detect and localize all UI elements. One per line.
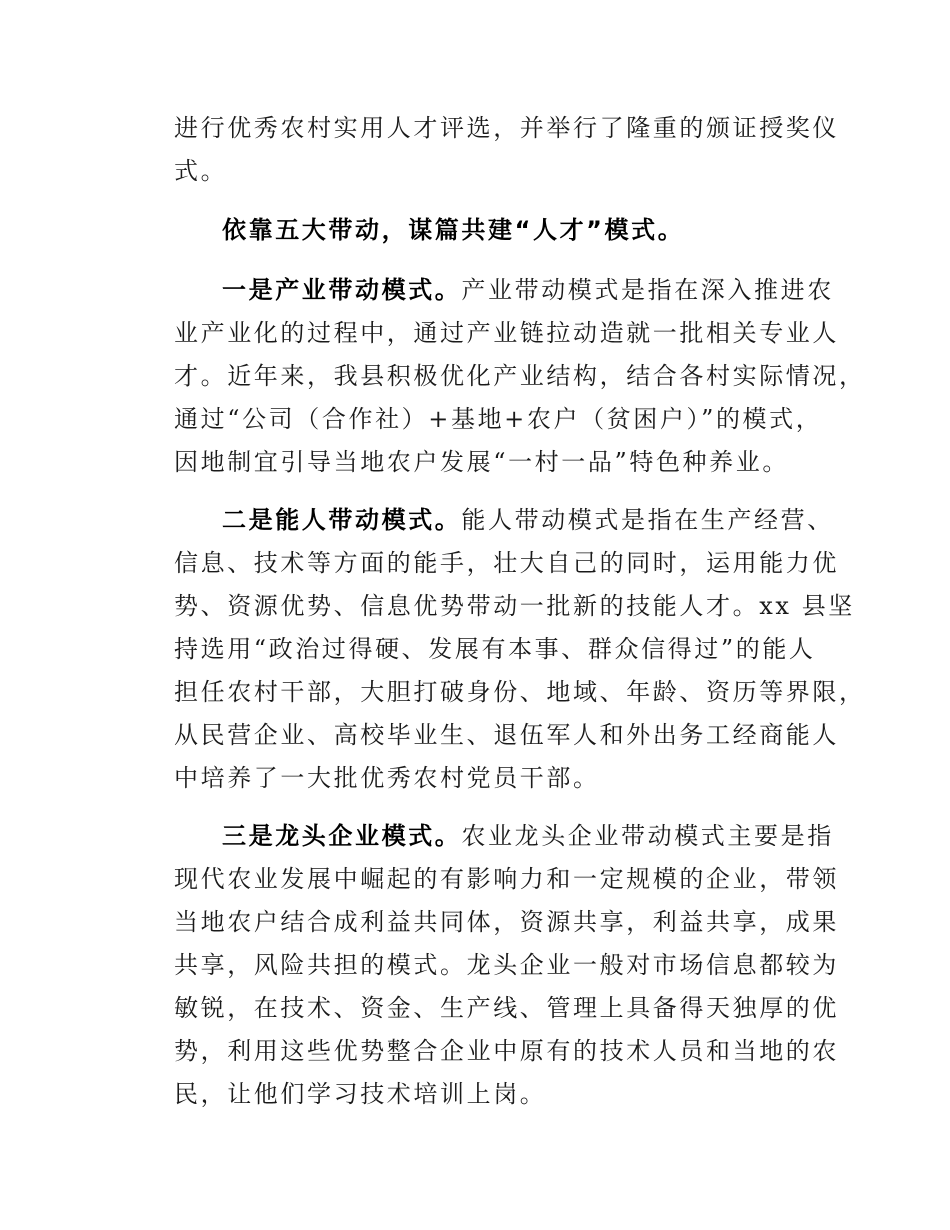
para1-line: 因地制宜引导当地农户发展“一村一品”特色种养业。 xyxy=(174,448,789,476)
para2-line: 担任农村干部，大胆打破身份、地域、年龄、资历等界限， xyxy=(174,678,866,706)
para2-line: 从民营企业、高校毕业生、退伍军人和外出务工经商能人 xyxy=(174,721,839,749)
para2-line: 持选用“政治过得硬、发展有本事、群众信得过”的能人 xyxy=(174,635,816,663)
para3-line: 当地农户结合成利益共同体，资源共享，利益共享，成果 xyxy=(174,908,839,936)
para3-line: 敏锐，在技术、资金、生产线、管理上具备得天独厚的优 xyxy=(174,994,839,1022)
intro-line-1: 进行优秀农村实用人才评选，并举行了隆重的颁证授奖仪 xyxy=(174,114,839,142)
intro-line-2: 式。 xyxy=(174,157,228,185)
para3-line: 共享，风险共担的模式。龙头企业一般对市场信息都较为 xyxy=(174,951,839,979)
para2-first-rest: 能人带动模式是指在生产经营、 xyxy=(461,506,834,534)
para1-lead: 一是产业带动模式。 xyxy=(222,276,462,304)
para1-line: 通过“公司（合作社）+基地+农户（贫困户）”的模式， xyxy=(174,405,823,433)
para1-first-rest: 产业带动模式是指在深入推进农 xyxy=(461,276,834,304)
para2-lead: 二是能人带动模式。 xyxy=(222,506,462,534)
para3-line: 现代农业发展中崛起的有影响力和一定规模的企业，带领 xyxy=(174,865,839,893)
para3-first-rest: 农业龙头企业带动模式主要是指 xyxy=(461,822,834,850)
section-heading: 依靠五大带动，谋篇共建“人才”模式。 xyxy=(222,216,685,244)
para1-line: 才。近年来，我县积极优化产业结构，结合各村实际情况， xyxy=(174,362,866,390)
para2-line: 中培养了一大批优秀农村党员干部。 xyxy=(174,764,600,792)
para2-line: 信息、技术等方面的能手，壮大自己的同时，运用能力优 xyxy=(174,549,839,577)
para1-first-line xyxy=(222,270,834,310)
para3-first-line xyxy=(222,816,834,856)
para3-line: 民，让他们学习技术培训上岗。 xyxy=(174,1080,547,1108)
para3-line: 势，利用这些优势整合企业中原有的技术人员和当地的农 xyxy=(174,1037,839,1065)
para1-line: 业产业化的过程中，通过产业链拉动造就一批相关专业人 xyxy=(174,319,839,347)
para2-first-line xyxy=(222,500,834,540)
para3-lead: 三是龙头企业模式。 xyxy=(222,822,462,850)
para2-line: 势、资源优势、信息优势带动一批新的技能人才。xx 县坚 xyxy=(174,592,855,620)
